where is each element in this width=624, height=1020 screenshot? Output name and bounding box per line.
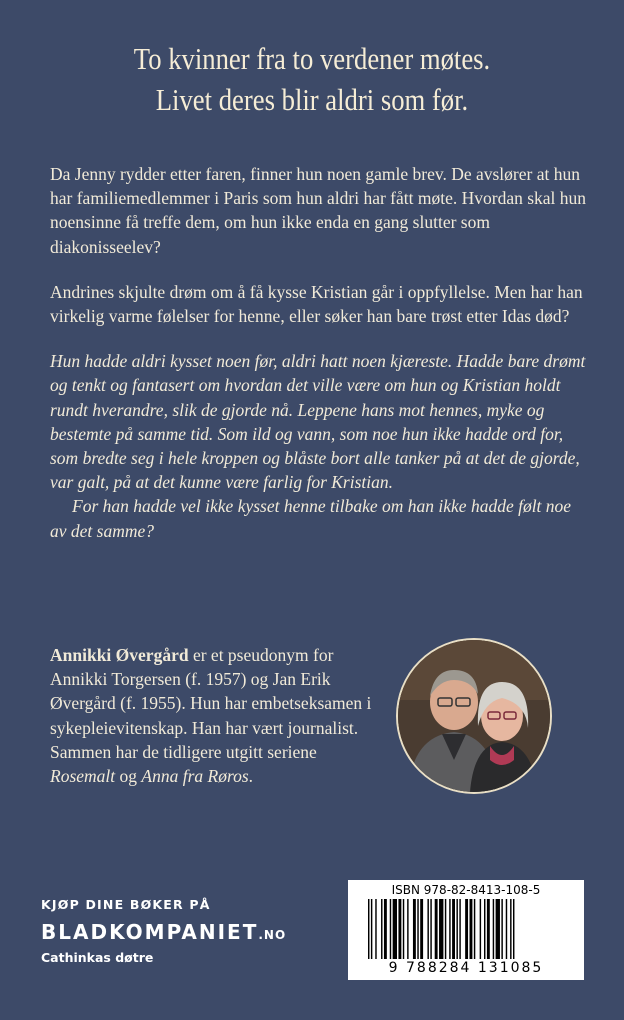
barcode-bars [368, 899, 564, 959]
headline-line-1: To kvinner fra to verdener møtes. [133, 41, 491, 76]
author-bio [50, 643, 380, 788]
blurb-quote-2: For han hadde vel ikke kysset henne tilbake om han ikke hadde følt noe av det samme? [50, 496, 572, 541]
series-anna-fra-roros: Anna fra Røros [141, 766, 249, 787]
author-end: . [248, 766, 254, 787]
isbn-label: ISBN 978-82-8413-108-5 [391, 883, 541, 897]
author-photo [396, 638, 552, 794]
brand-suffix: .NO [258, 928, 287, 942]
brand-name: BLADKOMPANIET [41, 920, 259, 944]
blurb-paragraph-2: Andrines skjulte drøm om å få kysse Kristian går i oppfyllelse. Men har han virkelig varme følelser for henne, eller søker han bare trøst etter Idas død? [50, 281, 583, 327]
blurb-quote-1: Hun hadde aldri kysset noen før, aldri hatt noen kjæreste. Hadde bare drømt og tenkt og fantasert om hvordan det ville være om hun og Kristian holdt rundt hverandre, slik de gjorde nå. Leppene hans mot hennes, myke og bestemte på samme tid. Som ild og vann, som noe hun ikke hadde ord for, som bredte seg i hele kroppen og blåste bort alle tanker på at det de gjorde, var galt, på at det kunne være farlig for Kristian. [50, 351, 586, 493]
barcode [348, 880, 584, 980]
buy-label: KJØP DINE BØKER PÅ [41, 897, 211, 912]
series-rosemalt: Rosemalt [50, 766, 116, 787]
blurb-paragraph-1: Da Jenny rydder etter faren, finner hun noen gamle brev. De avslører at hun har familiemedlemmer i Paris som hun aldri har fått møte. Hvordan skal hun noensinne få treffe dem, om hun ikke enda en gang slutter som diakonisseelev? [50, 164, 587, 257]
headline [44, 38, 581, 120]
headline-line-2: Livet deres blir aldri som før. [155, 82, 469, 117]
author-name: Annikki Øvergård [50, 645, 189, 665]
purchase-info [41, 897, 286, 965]
publisher-brand [41, 920, 286, 944]
author-connector: og [115, 766, 142, 787]
author-text: er et pseudonym for Annikki Torgersen (f. 1957) og Jan Erik Øvergård (f. 1955). Hun har embetseksamen i sykepleievitenskap. Han har vært journalist. Sammen har de tidligere utgitt seriene [50, 645, 372, 762]
series-name: Cathinkas døtre [41, 950, 154, 965]
author-photo-illustration [398, 640, 550, 792]
blurb [50, 162, 590, 543]
barcode-digits: 9 788284 131085 [388, 960, 544, 976]
